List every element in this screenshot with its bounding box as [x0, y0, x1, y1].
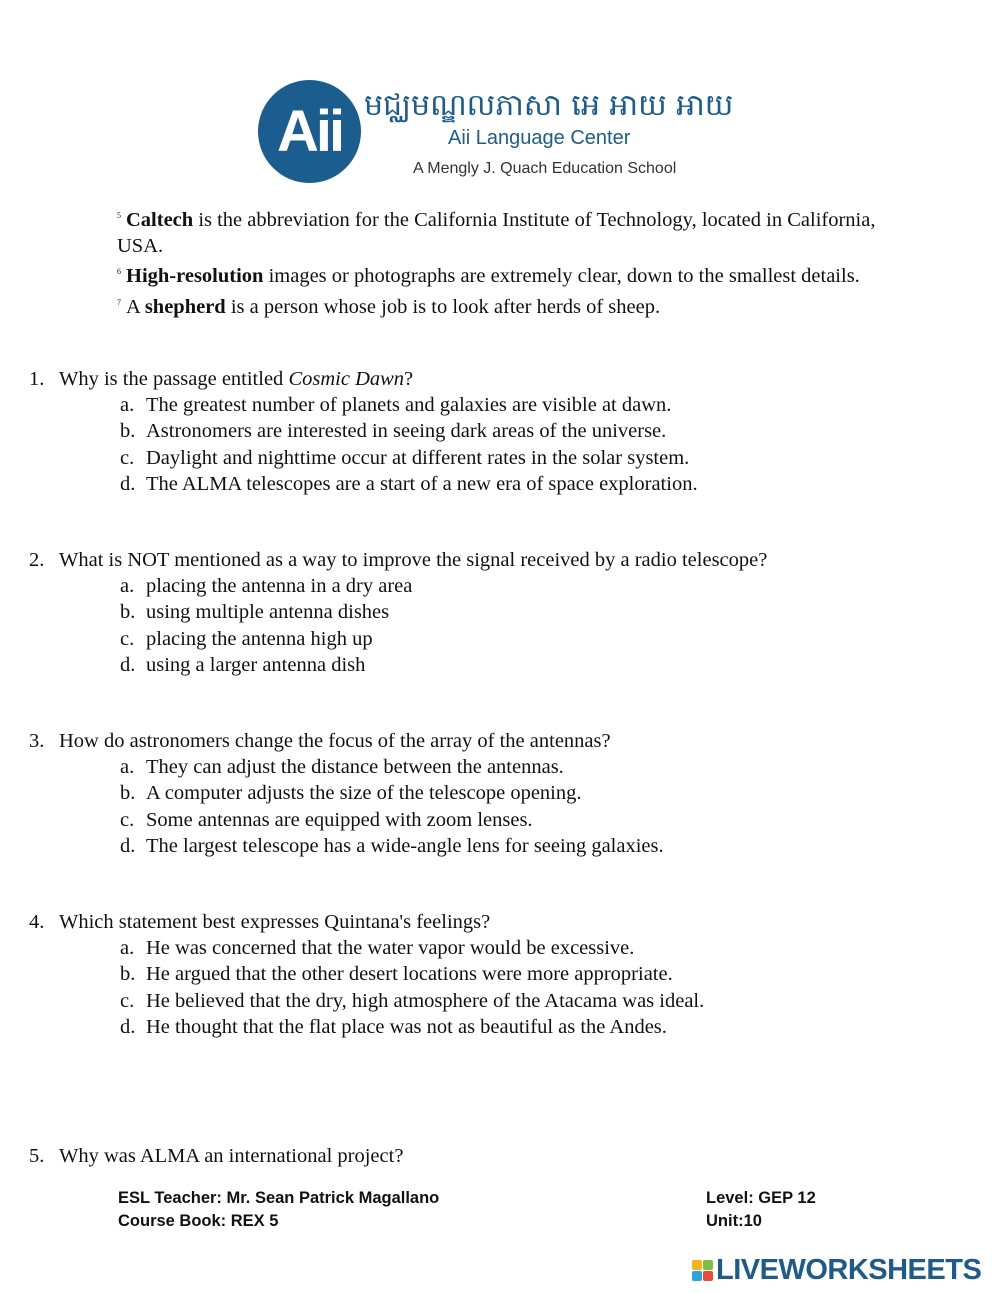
teacher-name: ESL Teacher: Mr. Sean Patrick Magallano [118, 1189, 440, 1207]
answer-option[interactable]: d. He thought that the flat place was not as beautiful as the Andes. [120, 1015, 667, 1038]
icon-square [692, 1271, 702, 1281]
footnote-number: 7 [117, 297, 121, 307]
logo-khmer-name: មជ្ឈមណ្ឌលភាសា អេ អាយ អាយ [364, 88, 734, 123]
question-stem: 3. How do astronomers change the focus of the array of the antennas? [29, 728, 664, 754]
liveworksheets-brand[interactable] [692, 1254, 981, 1286]
question-stem: 5. Why was ALMA an international project? [29, 1143, 403, 1169]
question-number: 1. [29, 368, 45, 390]
answer-option[interactable]: b. using multiple antenna dishes [120, 601, 390, 624]
footnotes [117, 203, 897, 320]
footnote-number: 6 [117, 267, 121, 277]
icon-square [703, 1271, 713, 1281]
answer-option[interactable]: d. using a larger antenna dish [120, 653, 366, 676]
liveworksheets-icon [692, 1260, 713, 1281]
footnote-term: Caltech [126, 208, 194, 231]
question-number: 5. [29, 1145, 45, 1167]
footnote [117, 203, 897, 259]
answer-options [29, 392, 698, 497]
answer-option[interactable]: a. He was concerned that the water vapor would be excessive. [120, 937, 635, 960]
question-stem: 4. Which statement best expresses Quintana's feelings? [29, 909, 704, 935]
question-5 [29, 1143, 403, 1169]
answer-option[interactable]: c. Daylight and nighttime occur at different rates in the solar system. [120, 446, 690, 469]
school-logo [258, 80, 738, 185]
question-number: 4. [29, 911, 45, 933]
unit: Unit:10 [706, 1212, 762, 1230]
answer-option[interactable]: b. He argued that the other desert locations were more appropriate. [120, 963, 673, 986]
answer-option[interactable]: a. They can adjust the distance between the antennas. [120, 756, 564, 779]
answer-option[interactable]: c. placing the antenna high up [120, 627, 373, 650]
footnote-text: is the abbreviation for the California Institute of Technology, located in California, USA. [117, 208, 876, 258]
answer-option[interactable]: d. The ALMA telescopes are a start of a new era of space exploration. [120, 472, 698, 495]
question-number: 3. [29, 730, 45, 752]
answer-option[interactable]: b. Astronomers are interested in seeing dark areas of the universe. [120, 420, 667, 443]
logo-mark: Aii [258, 80, 361, 183]
level: Level: GEP 12 [706, 1189, 816, 1207]
footnote-text: is a person whose job is to look after herds of sheep. [225, 295, 661, 318]
icon-square [703, 1260, 713, 1270]
answer-option[interactable]: b. A computer adjusts the size of the telescope opening. [120, 782, 582, 805]
question-number: 2. [29, 549, 45, 571]
footnote [117, 259, 897, 289]
answer-options [29, 573, 767, 678]
footnote [117, 290, 897, 320]
question-stem: 1. Why is the passage entitled Cosmic Dawn? [29, 366, 698, 392]
liveworksheets-wordmark: LIVEWORKSHEETS [716, 1253, 982, 1286]
question-1 [29, 366, 698, 497]
answer-options [29, 754, 664, 859]
footnote-term: High-resolution [126, 265, 264, 288]
footnote-lead: A [126, 295, 145, 318]
answer-option[interactable]: c. Some antennas are equipped with zoom lenses. [120, 808, 533, 831]
icon-square [692, 1260, 702, 1270]
question-2 [29, 547, 767, 678]
logo-school-name: Aii Language Center [448, 127, 631, 149]
footnote-term: shepherd [144, 295, 226, 318]
course-book: Course Book: REX 5 [118, 1212, 279, 1230]
answer-option[interactable]: a. The greatest number of planets and galaxies are visible at dawn. [120, 394, 672, 417]
footnote-text: images or photographs are extremely clear, down to the smallest details. [263, 265, 860, 288]
passage-title: Cosmic Dawn [288, 368, 405, 390]
answer-option[interactable]: d. The largest telescope has a wide-angle lens for seeing galaxies. [120, 834, 664, 857]
question-4 [29, 909, 704, 1040]
answer-options [29, 935, 704, 1040]
answer-option[interactable]: a. placing the antenna in a dry area [120, 575, 413, 598]
logo-tagline: A Mengly J. Quach Education School [413, 160, 677, 177]
answer-option[interactable]: c. He believed that the dry, high atmosphere of the Atacama was ideal. [120, 989, 705, 1012]
question-3 [29, 728, 664, 859]
footnote-number: 5 [117, 211, 121, 220]
question-stem: 2. What is NOT mentioned as a way to improve the signal received by a radio telescope? [29, 547, 767, 573]
